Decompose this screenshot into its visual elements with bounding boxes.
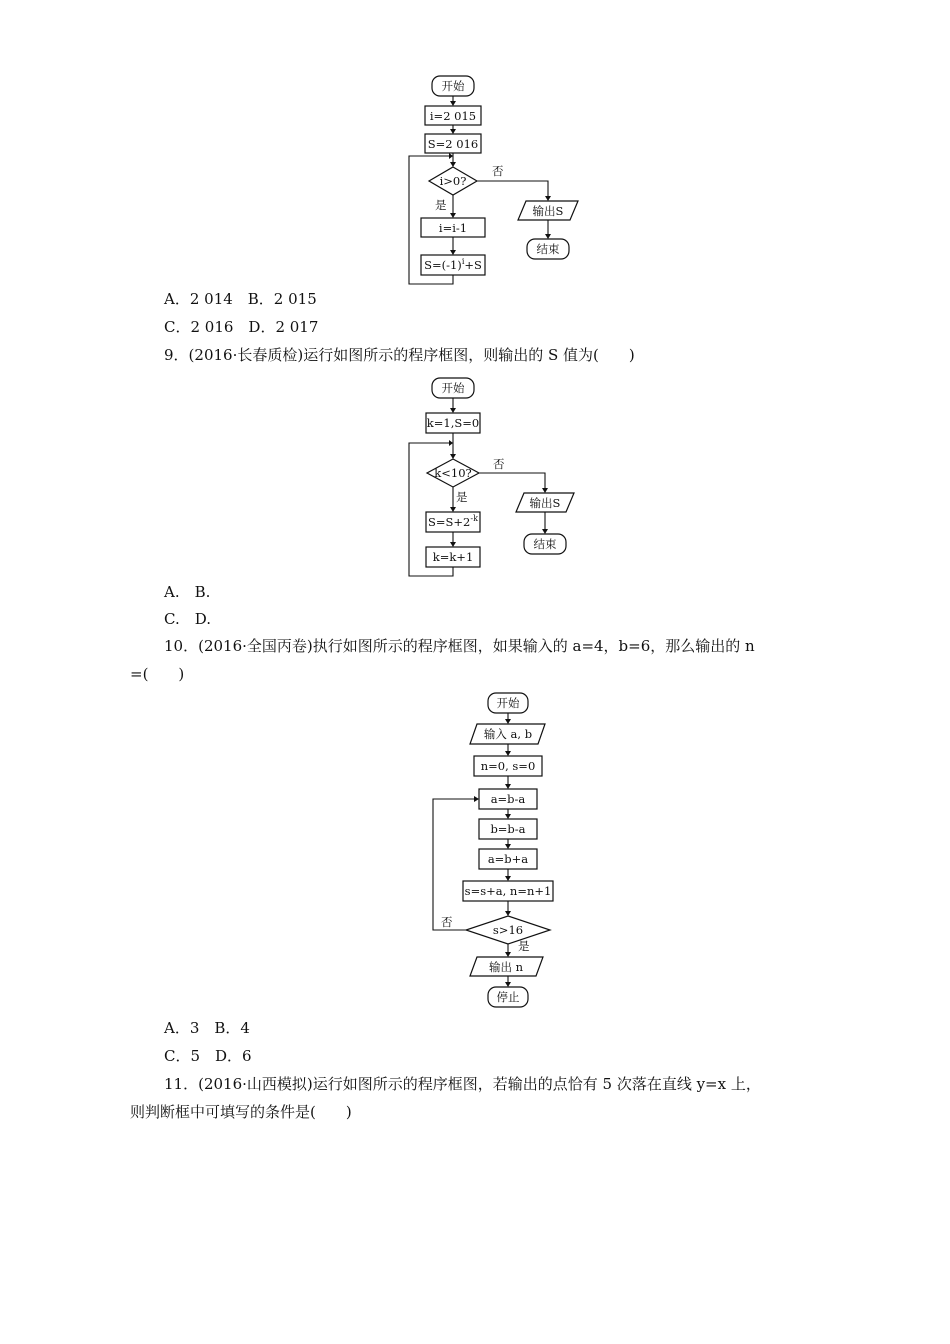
init-s-label: S=2 016 <box>427 137 479 151</box>
init-label: k=1,S=0 <box>426 416 480 430</box>
input-label: 输入 a, b <box>483 727 533 741</box>
condition-label: i>0? <box>439 174 467 188</box>
output-label: 输出 n <box>488 960 524 974</box>
start-label: 开始 <box>441 381 465 395</box>
decrement-label: i=i-1 <box>438 221 468 235</box>
increment-label: k=k+1 <box>432 550 474 564</box>
q10-question-line1: 10．(2016·全国丙卷)执行如图所示的程序框图，如果输入的 a=4，b=6，那么输出的 n <box>164 637 755 655</box>
q10-options-line2: C．5 D．6 <box>164 1047 252 1065</box>
q9-options-line1: A. B. <box>164 583 211 601</box>
update-label: $S=S+2^{-k}$ <box>428 514 478 529</box>
end-label: 结束 <box>536 242 560 256</box>
end-label: 停止 <box>496 990 520 1004</box>
start-label: 开始 <box>496 696 520 710</box>
yes-label: 是 <box>435 198 447 212</box>
no-label: 否 <box>441 915 453 929</box>
no-label: 否 <box>493 457 505 471</box>
init-label: n=0, s=0 <box>480 759 536 773</box>
output-label: 输出S <box>529 496 561 510</box>
step3-label: a=b+a <box>487 852 529 866</box>
yes-label: 是 <box>456 490 468 504</box>
q9-question: 9．(2016·长春质检)运行如图所示的程序框图，则输出的 S 值为( ) <box>164 346 635 364</box>
no-label: 否 <box>492 164 504 178</box>
step4-label: s=s+a, n=n+1 <box>464 884 552 898</box>
condition-label: s>16 <box>492 923 524 937</box>
end-label: 结束 <box>533 537 557 551</box>
step2-label: b=b-a <box>490 822 526 836</box>
q8-options-line1: A．2 014 B．2 015 <box>164 290 317 308</box>
condition-label: k<10? <box>434 466 472 480</box>
q11-question-line2: 则判断框中可填写的条件是( ) <box>130 1103 352 1121</box>
output-label: 输出S <box>532 204 564 218</box>
start-label: 开始 <box>441 79 465 93</box>
q10-options-line1: A．3 B．4 <box>164 1019 250 1037</box>
q11-question-line1: 11．(2016·山西模拟)运行如图所示的程序框图，若输出的点恰有 5 次落在直线 y=x 上， <box>164 1075 761 1093</box>
q9-options-line2: C. D. <box>164 610 211 628</box>
q8-options-line2: C．2 016 D．2 017 <box>164 318 319 336</box>
q10-question-line2: =( ) <box>130 665 185 683</box>
update-label: $S=(-1)^i+S$ <box>424 257 482 272</box>
yes-label: 是 <box>518 939 530 953</box>
init-i-label: i=2 015 <box>429 109 477 123</box>
step1-label: a=b-a <box>490 792 526 806</box>
